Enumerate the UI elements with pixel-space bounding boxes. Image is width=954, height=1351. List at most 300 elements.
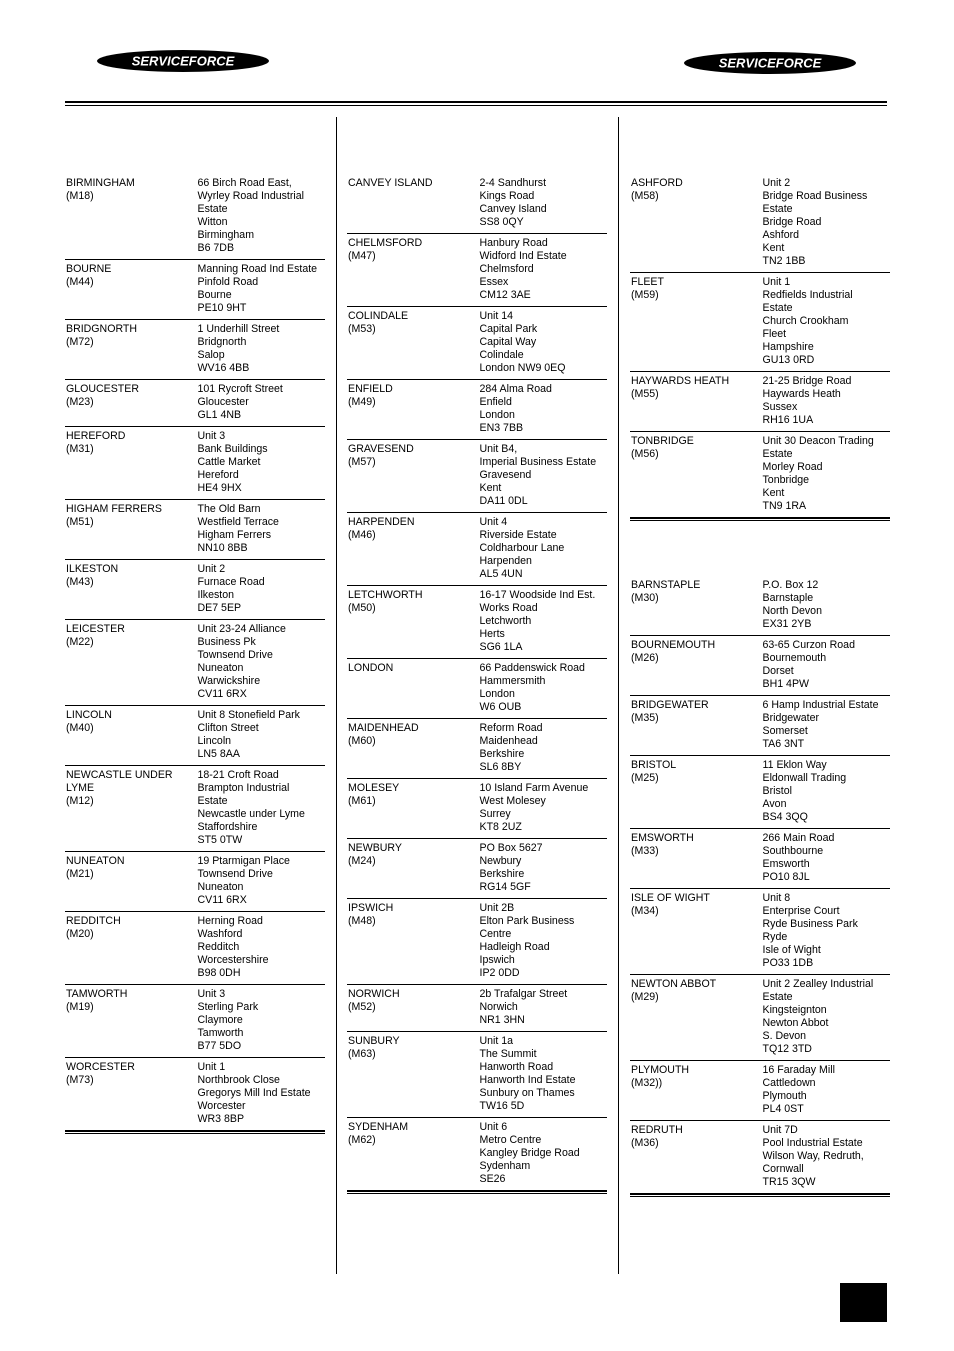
branch-code: (M23) <box>66 396 94 408</box>
branch-town: SUNBURY <box>348 1035 400 1047</box>
address-line: Gregorys Mill Ind Estate <box>197 1087 311 1099</box>
branch-code: (M32)) <box>631 1077 663 1089</box>
branch-code: (M50) <box>348 602 376 614</box>
address-entry <box>347 779 607 839</box>
branch-address <box>763 978 891 1056</box>
address-line: Reform Road <box>479 722 543 734</box>
address-line: Staffordshire <box>197 821 258 833</box>
address-entry <box>347 719 607 779</box>
address-line: Cornwall <box>762 1163 804 1175</box>
address-line: BH1 4PW <box>762 678 810 690</box>
branch-town: ISLE OF WIGHT <box>631 892 710 904</box>
branch-code: (M62) <box>348 1134 376 1146</box>
branch-code: (M29) <box>631 991 659 1003</box>
address-group <box>65 177 325 1134</box>
address-line: DA11 0DL <box>479 495 528 507</box>
branch-town: MOLESEY <box>348 782 400 794</box>
page-tab-block <box>840 1283 887 1322</box>
branch-name <box>630 978 763 1056</box>
branch-code: (M55) <box>631 388 659 400</box>
column-divider <box>618 117 619 1274</box>
branch-code: (M30) <box>631 592 659 604</box>
address-line: Clifton Street <box>197 722 259 734</box>
branch-address <box>480 443 608 508</box>
branch-address <box>763 579 891 631</box>
branch-address <box>198 263 326 315</box>
branch-address <box>480 1035 608 1113</box>
address-line: Hampshire <box>762 341 814 353</box>
address-line: London <box>479 688 515 700</box>
address-entry <box>630 756 890 829</box>
branch-name <box>347 902 480 980</box>
address-line: CV11 6RX <box>197 688 247 700</box>
branch-name <box>347 988 480 1027</box>
branch-address <box>480 782 608 834</box>
address-line: Fleet <box>762 328 787 340</box>
branch-code: (M63) <box>348 1048 376 1060</box>
address-line: Redfields Industrial <box>762 289 853 301</box>
branch-address <box>198 383 326 422</box>
address-line: Ilkeston <box>197 589 235 601</box>
address-column <box>65 177 325 1134</box>
branch-name <box>65 563 198 615</box>
address-line: LN5 8AA <box>197 748 240 760</box>
address-line: Unit 1 <box>762 276 791 288</box>
branch-town: ILKESTON <box>66 563 119 575</box>
address-line: TA6 3NT <box>762 738 805 750</box>
address-line: Tonbridge <box>762 474 810 486</box>
address-line: 6 Hamp Industrial Estate <box>762 699 879 711</box>
address-line: Washford <box>197 928 243 940</box>
address-line: KT8 2UZ <box>479 821 522 833</box>
address-line: Capital Way <box>479 336 537 348</box>
address-line: S. Devon <box>762 1030 807 1042</box>
address-line: London <box>479 409 515 421</box>
branch-code: (M36) <box>631 1137 659 1149</box>
branch-code: (M34) <box>631 905 659 917</box>
address-entry <box>347 177 607 234</box>
branch-code: (M19) <box>66 1001 94 1013</box>
branch-address <box>198 855 326 907</box>
branch-address <box>480 662 608 714</box>
address-entry <box>347 234 607 307</box>
branch-code: (M12) <box>66 795 94 807</box>
branch-code: (M57) <box>348 456 376 468</box>
address-entry <box>630 1061 890 1121</box>
branch-address <box>198 769 326 847</box>
branch-code: (M44) <box>66 276 94 288</box>
branch-code: (M49) <box>348 396 376 408</box>
address-line: SL6 8BY <box>479 761 522 773</box>
address-line: Hammersmith <box>479 675 546 687</box>
address-line: Estate <box>197 203 228 215</box>
address-entry <box>65 852 325 912</box>
branch-address <box>480 902 608 980</box>
header-rule <box>65 101 887 103</box>
address-line: Canvey Island <box>479 203 547 215</box>
address-entry <box>65 177 325 260</box>
address-line: Berkshire <box>479 748 525 760</box>
address-line: Cattle Market <box>197 456 261 468</box>
address-line: 16-17 Woodside Ind Est. <box>479 589 596 601</box>
address-line: Enterprise Court <box>762 905 840 917</box>
address-line: Pool Industrial Estate <box>762 1137 863 1149</box>
address-line: NN10 8BB <box>197 542 248 554</box>
branch-address <box>763 832 891 884</box>
address-entry <box>630 1121 890 1194</box>
address-line: Unit B4, <box>479 443 518 455</box>
branch-name <box>65 430 198 495</box>
branch-town: EMSWORTH <box>631 832 694 844</box>
branch-address <box>480 310 608 375</box>
branch-address <box>480 988 608 1027</box>
address-line: Unit 6 <box>479 1121 508 1133</box>
branch-address <box>480 516 608 581</box>
branch-town: PLYMOUTH <box>631 1064 690 1076</box>
address-line: 1 Underhill Street <box>197 323 280 335</box>
branch-address <box>480 722 608 774</box>
svg-text:SERVICEFORCE: SERVICEFORCE <box>131 53 235 69</box>
address-line: Church Crookham <box>762 315 849 327</box>
branch-name <box>347 516 480 581</box>
address-line: 284 Alma Road <box>479 383 552 395</box>
address-entry <box>65 766 325 852</box>
branch-name <box>347 782 480 834</box>
address-line: Warwickshire <box>197 675 261 687</box>
address-line: BS4 3QQ <box>762 811 808 823</box>
address-line: Estate <box>762 991 793 1003</box>
branch-town: NEWCASTLE UNDER LYME <box>66 769 173 794</box>
address-line: Emsworth <box>762 858 810 870</box>
address-entry <box>65 320 325 380</box>
branch-code: (M58) <box>631 190 659 202</box>
branch-town: LINCOLN <box>66 709 112 721</box>
branch-name <box>65 177 198 255</box>
group-end-rule <box>347 1191 607 1194</box>
address-entry <box>65 500 325 560</box>
address-line: Bank Buildings <box>197 443 268 455</box>
address-line: 2b Trafalgar Street <box>479 988 568 1000</box>
address-line: Unit 2 Zealley Industrial <box>762 978 874 990</box>
address-line: Southbourne <box>762 845 824 857</box>
address-line: ST5 0TW <box>197 834 243 846</box>
address-line: Sydenham <box>479 1160 531 1172</box>
address-line: RH16 1UA <box>762 414 814 426</box>
address-line: Norwich <box>479 1001 518 1013</box>
address-line: IP2 0DD <box>479 967 520 979</box>
address-entry <box>347 899 607 985</box>
branch-name <box>65 1061 198 1126</box>
address-line: Barnstaple <box>762 592 814 604</box>
branch-town: TAMWORTH <box>66 988 128 1000</box>
branch-code: (M60) <box>348 735 376 747</box>
address-line: Herts <box>479 628 505 640</box>
branch-code: (M61) <box>348 795 376 807</box>
branch-name <box>630 579 763 631</box>
address-line: Kent <box>762 487 785 499</box>
address-line: Salop <box>197 349 225 361</box>
address-line: Colindale <box>479 349 524 361</box>
address-line: Capital Park <box>479 323 538 335</box>
branch-name <box>630 832 763 884</box>
address-line: Bridge Road <box>762 216 822 228</box>
address-line: Gloucester <box>197 396 249 408</box>
address-line: Sterling Park <box>197 1001 259 1013</box>
address-line: Elton Park Business <box>479 915 575 927</box>
address-line: CV11 6RX <box>197 894 247 906</box>
branch-name <box>630 1124 763 1189</box>
branch-town: NORWICH <box>348 988 400 1000</box>
branch-name <box>65 915 198 980</box>
address-line: Surrey <box>479 808 511 820</box>
address-line: TQ12 3TD <box>762 1043 812 1055</box>
address-line: TN2 1BB <box>762 255 806 267</box>
address-line: Hanworth Ind Estate <box>479 1074 576 1086</box>
address-line: 101 Rycroft Street <box>197 383 283 395</box>
address-line: Metro Centre <box>479 1134 542 1146</box>
address-line: P.O. Box 12 <box>762 579 819 591</box>
branch-town: HIGHAM FERRERS <box>66 503 162 515</box>
branch-name <box>65 263 198 315</box>
address-line: Estate <box>762 448 793 460</box>
branch-town: NEWBURY <box>348 842 402 854</box>
branch-name <box>347 842 480 894</box>
address-line: B77 5DO <box>197 1040 242 1052</box>
branch-code: (M52) <box>348 1001 376 1013</box>
address-line: GU13 0RD <box>762 354 815 366</box>
branch-town: CHELMSFORD <box>348 237 423 249</box>
branch-name <box>630 639 763 691</box>
address-line: The Old Barn <box>197 503 261 515</box>
branch-town: MAIDENHEAD <box>348 722 419 734</box>
serviceforce-logo <box>684 52 856 74</box>
branch-address <box>480 177 608 229</box>
address-line: Unit 1 <box>197 1061 226 1073</box>
address-line: Newcastle under Lyme <box>197 808 305 820</box>
branch-code: (M22) <box>66 636 94 648</box>
address-line: Unit 4 <box>479 516 508 528</box>
branch-name <box>630 375 763 427</box>
address-line: Somerset <box>762 725 808 737</box>
branch-address <box>480 842 608 894</box>
address-line: North Devon <box>762 605 822 617</box>
address-entry <box>65 380 325 427</box>
branch-code: (M59) <box>631 289 659 301</box>
address-line: Brampton Industrial <box>197 782 290 794</box>
address-line: B98 0DH <box>197 967 241 979</box>
branch-town: CANVEY ISLAND <box>348 177 433 189</box>
address-line: Berkshire <box>479 868 525 880</box>
branch-name <box>65 323 198 375</box>
address-line: EX31 2YB <box>762 618 812 630</box>
address-entry <box>65 560 325 620</box>
address-line: Higham Ferrers <box>197 529 272 541</box>
address-line: Kangley Bridge Road <box>479 1147 580 1159</box>
branch-code: (M20) <box>66 928 94 940</box>
address-entry <box>630 636 890 696</box>
address-entry <box>630 177 890 273</box>
branch-name <box>630 759 763 824</box>
address-line: Centre <box>479 928 512 940</box>
branch-address <box>198 915 326 980</box>
address-line: Unit 14 <box>479 310 514 322</box>
branch-town: LONDON <box>348 662 394 674</box>
address-line: 66 Paddenswick Road <box>479 662 585 674</box>
address-line: Newbury <box>479 855 522 867</box>
address-line: Lincoln <box>197 735 232 747</box>
address-entry <box>65 912 325 985</box>
address-line: Bournemouth <box>762 652 827 664</box>
branch-address <box>198 709 326 761</box>
branch-code: (M35) <box>631 712 659 724</box>
branch-address <box>198 177 326 255</box>
address-entry <box>65 427 325 500</box>
branch-address <box>763 639 891 691</box>
address-line: Sunbury on Thames <box>479 1087 575 1099</box>
header-rule <box>65 105 887 106</box>
branch-town: ASHFORD <box>631 177 683 189</box>
address-line: Imperial Business Estate <box>479 456 597 468</box>
address-line: Chelmsford <box>479 263 534 275</box>
address-line: Herning Road <box>197 915 263 927</box>
address-line: Unit 2B <box>479 902 515 914</box>
address-line: Unit 30 Deacon Trading <box>762 435 874 447</box>
branch-code: (M53) <box>348 323 376 335</box>
branch-town: COLINDALE <box>348 310 409 322</box>
branch-name <box>630 699 763 751</box>
address-line: 266 Main Road <box>762 832 835 844</box>
branch-address <box>763 435 891 513</box>
address-line: Gravesend <box>479 469 532 481</box>
address-line: PO10 8JL <box>762 871 810 883</box>
address-line: 2-4 Sandhurst <box>479 177 547 189</box>
branch-name <box>630 1064 763 1116</box>
branch-address <box>480 383 608 435</box>
address-entry <box>630 975 890 1061</box>
address-line: Cattledown <box>762 1077 816 1089</box>
branch-address <box>763 276 891 367</box>
address-line: Unit 2 <box>197 563 226 575</box>
branch-town: IPSWICH <box>348 902 394 914</box>
address-line: NR1 3HN <box>479 1014 525 1026</box>
branch-code: (M48) <box>348 915 376 927</box>
branch-name <box>65 383 198 422</box>
address-line: AL5 4UN <box>479 568 523 580</box>
branch-name <box>347 589 480 654</box>
branch-town: GLOUCESTER <box>66 383 139 395</box>
address-line: Morley Road <box>762 461 823 473</box>
address-line: SE26 <box>479 1173 506 1185</box>
branch-address <box>198 430 326 495</box>
address-line: Wilson Way, Redruth, <box>762 1150 864 1162</box>
address-line: Worcestershire <box>197 954 269 966</box>
address-line: Works Road <box>479 602 538 614</box>
branch-name <box>347 237 480 302</box>
address-line: Hereford <box>197 469 239 481</box>
branch-code: (M21) <box>66 868 94 880</box>
address-line: Avon <box>762 798 787 810</box>
address-line: Riverside Estate <box>479 529 557 541</box>
branch-town: NEWTON ABBOT <box>631 978 717 990</box>
column-divider <box>336 117 337 1274</box>
branch-town: BRIDGEWATER <box>631 699 709 711</box>
branch-town: GRAVESEND <box>348 443 414 455</box>
address-entry <box>347 659 607 719</box>
address-line: Isle of Wight <box>762 944 821 956</box>
branch-address <box>198 323 326 375</box>
address-entry <box>630 372 890 432</box>
branch-name <box>347 1121 480 1186</box>
branch-town: ENFIELD <box>348 383 393 395</box>
branch-code: (M18) <box>66 190 94 202</box>
address-line: Widford Ind Estate <box>479 250 567 262</box>
address-line: Unit 8 <box>762 892 791 904</box>
address-line: Bourne <box>197 289 232 301</box>
branch-code: (M43) <box>66 576 94 588</box>
address-line: Bridge Road Business <box>762 190 868 202</box>
branch-name <box>630 435 763 513</box>
branch-town: LEICESTER <box>66 623 125 635</box>
address-line: 63-65 Curzon Road <box>762 639 855 651</box>
branch-code: (M51) <box>66 516 94 528</box>
group-end-rule <box>630 518 890 521</box>
branch-address <box>763 177 891 268</box>
branch-address <box>198 988 326 1053</box>
address-entry <box>630 273 890 372</box>
branch-code: (M25) <box>631 772 659 784</box>
branch-town: SYDENHAM <box>348 1121 409 1133</box>
branch-name <box>347 310 480 375</box>
branch-town: BRIDGNORTH <box>66 323 138 335</box>
address-entry <box>347 839 607 899</box>
branch-town: WORCESTER <box>66 1061 135 1073</box>
address-line: Unit 3 <box>197 430 226 442</box>
address-entry <box>347 380 607 440</box>
address-line: London NW9 0EQ <box>479 362 566 374</box>
address-line: Pinfold Road <box>197 276 259 288</box>
address-entry <box>630 579 890 636</box>
address-line: Nuneaton <box>197 881 244 893</box>
group-end-rule <box>630 1194 890 1197</box>
address-line: Townsend Drive <box>197 868 273 880</box>
branch-code: (M24) <box>348 855 376 867</box>
branch-town: HARPENDEN <box>348 516 415 528</box>
branch-name <box>65 623 198 701</box>
branch-name <box>65 988 198 1053</box>
address-line: Hanbury Road <box>479 237 548 249</box>
serviceforce-logo <box>97 50 269 72</box>
address-line: Estate <box>197 795 228 807</box>
branch-address <box>763 1064 891 1116</box>
address-line: Unit 3 <box>197 988 226 1000</box>
branch-name <box>630 177 763 268</box>
address-entry <box>630 432 890 518</box>
address-line: Witton <box>197 216 228 228</box>
branch-town: TONBRIDGE <box>631 435 694 447</box>
address-entry <box>347 513 607 586</box>
branch-address <box>763 759 891 824</box>
branch-code: (M33) <box>631 845 659 857</box>
branch-name <box>65 709 198 761</box>
address-column <box>347 177 607 1194</box>
address-line: Hanworth Road <box>479 1061 554 1073</box>
address-line: 11 Eklon Way <box>762 759 827 771</box>
address-line: Townsend Drive <box>197 649 273 661</box>
branch-address <box>480 589 608 654</box>
address-line: Redditch <box>197 941 240 953</box>
branch-address <box>763 699 891 751</box>
address-line: Bristol <box>762 785 792 797</box>
